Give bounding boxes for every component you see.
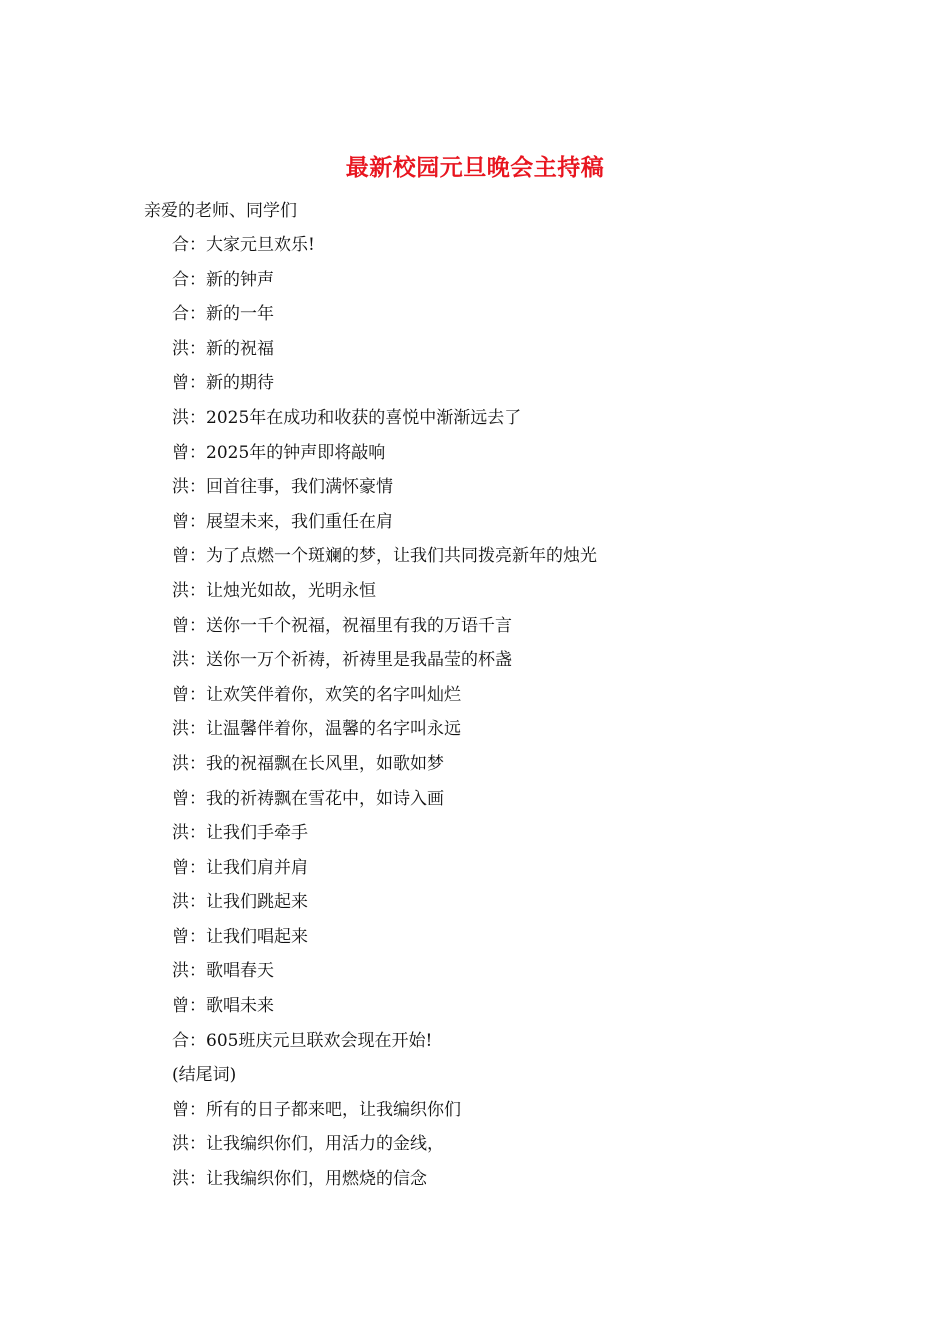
script-line: 曾：所有的日子都来吧，让我编织你们 [172,1099,461,1120]
script-line: 曾：展望未来，我们重任在肩 [172,511,393,532]
greeting-line: 亲爱的老师、同学们 [144,201,297,221]
script-line: 曾：歌唱未来 [172,996,274,1017]
script-line: 曾：为了点燃一个斑斓的梦，让我们共同拨亮新年的烛光 [172,546,597,567]
script-line: 洪：歌唱春天 [172,961,274,982]
script-lines [172,230,597,1199]
script-line: 曾：送你一千个祝福，祝福里有我的万语千言 [172,615,512,636]
script-line: 合：新的钟声 [172,269,274,290]
script-line: (结尾词) [172,1065,237,1086]
script-line: 合：大家元旦欢乐! [172,235,315,255]
script-line: 曾：让我们肩并肩 [172,857,308,878]
script-line: 洪：让我编织你们，用燃烧的信念 [172,1169,427,1190]
script-line: 曾：新的期待 [172,373,274,394]
script-line: 合：新的一年 [172,304,274,325]
script-line: 洪：让我们跳起来 [172,892,308,913]
script-line: 洪：让烛光如故，光明永恒 [172,580,376,601]
script-line: 洪：送你一万个祈祷，祈祷里是我晶莹的杯盏 [172,650,512,671]
script-line: 洪：回首往事，我们满怀豪情 [172,477,393,498]
script-line: 洪：让我编织你们，用活力的金线， [172,1134,444,1155]
script-line: 洪：我的祝福飘在长风里，如歌如梦 [172,753,444,774]
script-line: 洪：新的祝福 [172,338,274,359]
script-line: 合：605班庆元旦联欢会现在开始! [172,1030,433,1051]
script-line: 洪：让我们手牵手 [172,823,308,844]
script-line: 洪：让温馨伴着你，温馨的名字叫永远 [172,719,461,740]
document-title: 最新校园元旦晚会主持稿 [345,154,605,181]
script-line: 曾：2025年的钟声即将敲响 [172,442,386,463]
script-line: 曾：让欢笑伴着你，欢笑的名字叫灿烂 [172,684,461,705]
script-line: 曾：我的祈祷飘在雪花中，如诗入画 [172,788,444,809]
script-line: 曾：让我们唱起来 [172,926,308,947]
script-line: 洪：2025年在成功和收获的喜悦中渐渐远去了 [172,407,522,428]
